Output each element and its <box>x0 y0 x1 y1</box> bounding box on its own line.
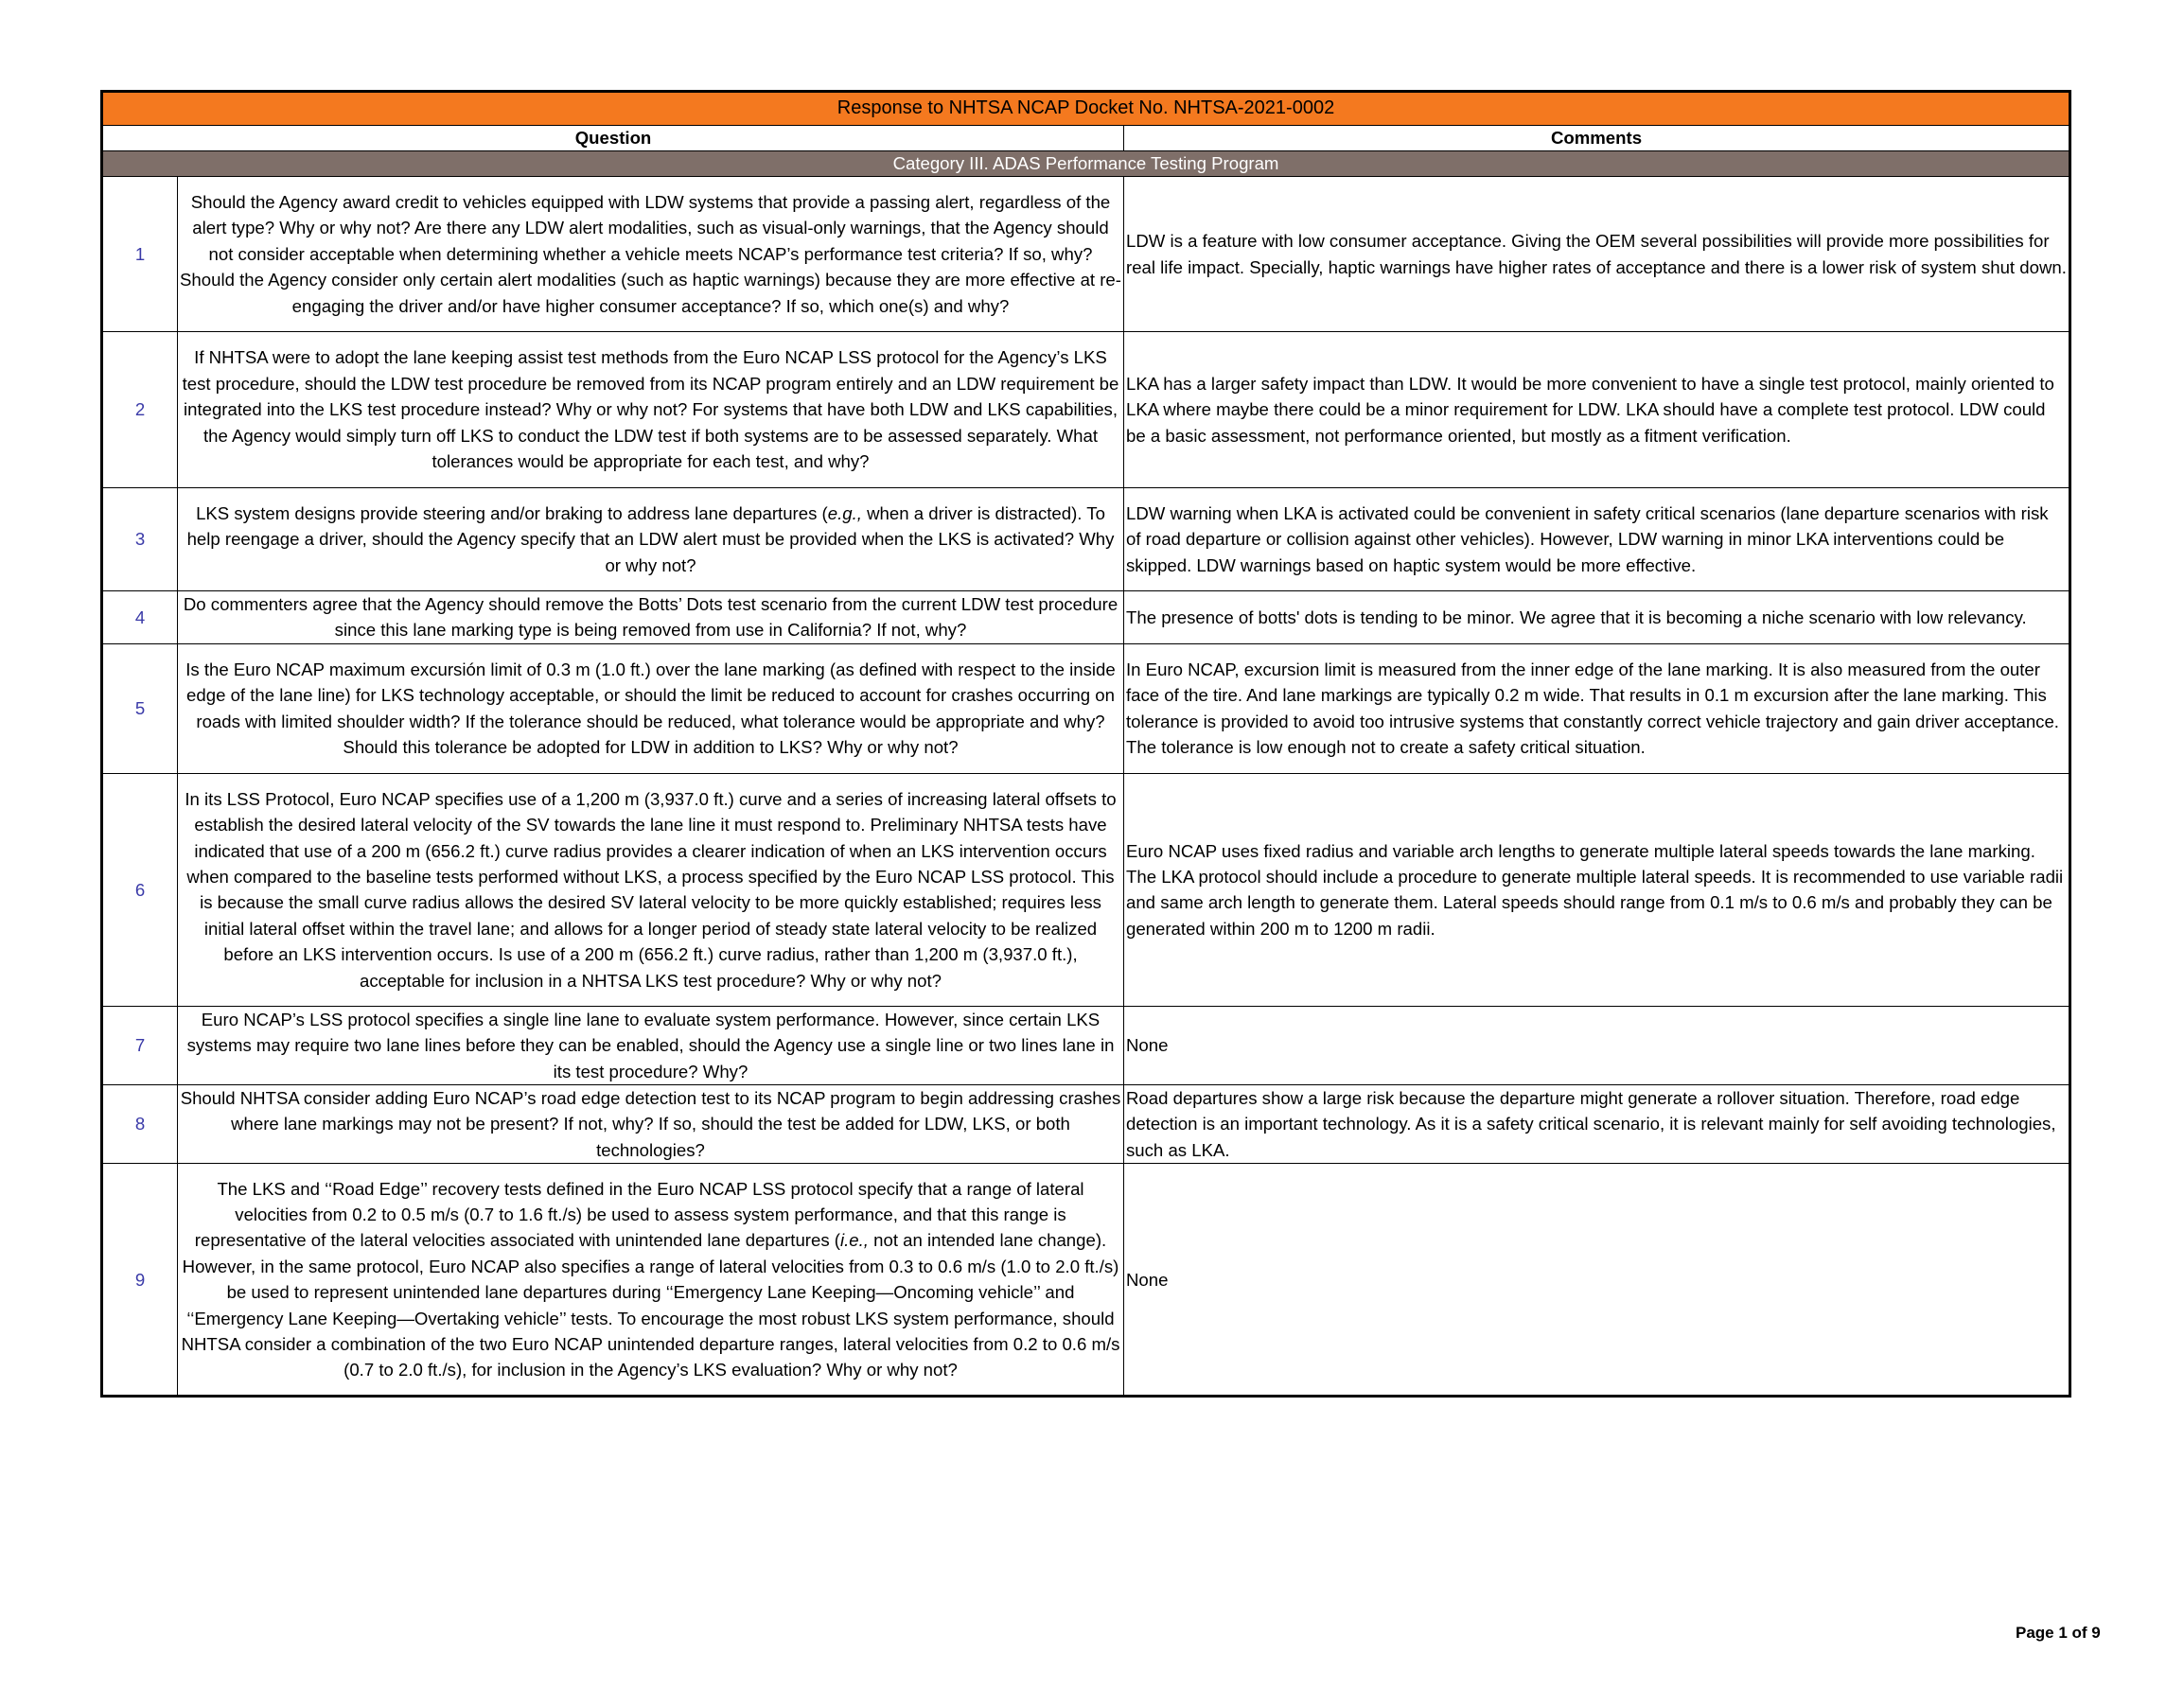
table-row <box>102 643 2070 773</box>
question-cell: Is the Euro NCAP maximum excursión limit of 0.3 m (1.0 ft.) over the lane marking (as defined with respect to the inside edge of the lane line) for LKS technology acceptable, or should the limit be reduced to account for crashes occurring on roads with limited shoulder width? If the tolerance should be reduced, what tolerance would be appropriate and why? Should this tolerance be adopted for LDW in addition to LKS? Why or why not? <box>178 643 1124 773</box>
question-cell: Do commenters agree that the Agency should remove the Botts’ Dots test scenario from the current LDW test procedure since this lane marking type is being removed from use in California? If not, why? <box>178 591 1124 644</box>
row-number: 2 <box>102 332 178 488</box>
question-column-header: Question <box>102 126 1124 151</box>
category-row <box>102 151 2070 177</box>
question-text: when a driver is distracted). To help reengage a driver, should the Agency specify that an LDW alert must be provided when the LKS is activated? Why or why not? <box>186 502 1115 575</box>
row-number: 5 <box>102 643 178 773</box>
question-text: The LKS and ‘‘Road Edge’’ recovery tests defined in the Euro NCAP LSS protocol specify that a range of lateral velocities from 0.2 to 0.5 m/s (0.7 to 1.6 ft./s) be used to assess system performance, and that this range is representative of the lateral velocities associated with unintended lane departures ( <box>194 1178 1084 1251</box>
table-row <box>102 332 2070 488</box>
table-row <box>102 1164 2070 1397</box>
table-row <box>102 488 2070 591</box>
document-title: Response to NHTSA NCAP Docket No. NHTSA-2021-0002 <box>102 92 2070 126</box>
header-row <box>102 126 2070 151</box>
question-cell <box>178 488 1124 591</box>
question-emphasis: e.g., <box>827 502 862 523</box>
row-number: 6 <box>102 773 178 1006</box>
row-number: 9 <box>102 1164 178 1397</box>
table-row <box>102 591 2070 644</box>
row-number: 8 <box>102 1085 178 1164</box>
comment-cell: LDW is a feature with low consumer acceptance. Giving the OEM several possibilities will provide more possibilities for real life impact. Specially, haptic warnings have higher rates of acceptance and there is a lower risk of system shut down. <box>1124 177 2070 332</box>
question-cell: Euro NCAP’s LSS protocol specifies a single line lane to evaluate system performance. However, since certain LKS systems may require two lane lines before they can be enabled, should the Agency use a single line or two lines lane in its test procedure? Why? <box>178 1006 1124 1084</box>
table-row <box>102 1085 2070 1164</box>
comment-cell: None <box>1124 1006 2070 1084</box>
question-cell: If NHTSA were to adopt the lane keeping assist test methods from the Euro NCAP LSS protocol for the Agency’s LKS test procedure, should the LDW test procedure be removed from its NCAP program entirely and an LDW requirement be integrated into the LKS test procedure instead? Why or why not? For systems that have both LDW and LKS capabilities, the Agency would simply turn off LKS to conduct the LDW test if both systems are to be assessed separately. What tolerances would be appropriate for each test, and why? <box>178 332 1124 488</box>
category-heading: Category III. ADAS Performance Testing Program <box>102 151 2070 177</box>
question-cell: Should NHTSA consider adding Euro NCAP’s road edge detection test to its NCAP program to begin addressing crashes where lane markings may not be present? If not, why? If so, should the test be added for LDW, LKS, or both technologies? <box>178 1085 1124 1164</box>
comment-cell: Road departures show a large risk because the departure might generate a rollover situation. Therefore, road edge detection is an important technology. As it is a safety critical scenario, it is relevant mainly for self avoiding technologies, such as LKA. <box>1124 1085 2070 1164</box>
table-row <box>102 1006 2070 1084</box>
question-text: not an intended lane change). However, in the same protocol, Euro NCAP also specifies a range of lateral velocities from 0.3 to 0.6 m/s (1.0 to 2.0 ft./s) be used to represent unintended lane departures during ‘‘Emergency Lane Keeping—Oncoming vehicle’’ and ‘‘Emergency Lane Keeping—Overtaking vehicle’’ tests. To encourage the most robust LKS system performance, should NHTSA consider a combination of the two Euro NCAP unintended departure ranges, lateral velocities from 0.2 to 0.6 m/s (0.7 to 2.0 ft./s), for inclusion in the Agency’s LKS evaluation? Why or why not? <box>181 1230 1120 1380</box>
question-text: LKS system designs provide steering and/or braking to address lane departures ( <box>196 502 828 523</box>
comment-cell: Euro NCAP uses fixed radius and variable arch lengths to generate multiple lateral speeds towards the lane marking. The LKA protocol should include a procedure to generate multiple lateral speeds. It is recommended to use variable radii and same arch length to generate them. Lateral speeds should range from 0.1 m/s to 0.6 m/s and probably they can be generated within 200 m to 1200 m radii. <box>1124 773 2070 1006</box>
comment-cell: None <box>1124 1164 2070 1397</box>
comments-column-header: Comments <box>1124 126 2070 151</box>
row-number: 3 <box>102 488 178 591</box>
response-table <box>100 90 2071 1398</box>
comment-cell: In Euro NCAP, excursion limit is measured from the inner edge of the lane marking. It is also measured from the outer face of the tire. And lane markings are typically 0.2 m wide. That results in 0.1 m excursion after the lane marking. This tolerance is provided to avoid too intrusive systems that constantly correct vehicle trajectory and gain driver acceptance. The tolerance is low enough not to create a safety critical situation. <box>1124 643 2070 773</box>
question-cell <box>178 1164 1124 1397</box>
row-number: 4 <box>102 591 178 644</box>
table-row <box>102 177 2070 332</box>
question-cell: Should the Agency award credit to vehicles equipped with LDW systems that provide a passing alert, regardless of the alert type? Why or why not? Are there any LDW alert modalities, such as visual-only warnings, that the Agency should not consider acceptable when determining whether a vehicle meets NCAP’s performance test criteria? If so, why? Should the Agency consider only certain alert modalities (such as haptic warnings) because they are more effective at re-engaging the driver and/or have higher consumer acceptance? If so, which one(s) and why? <box>178 177 1124 332</box>
comment-cell: The presence of botts' dots is tending to be minor. We agree that it is becoming a niche scenario with low relevancy. <box>1124 591 2070 644</box>
table-row <box>102 773 2070 1006</box>
comment-cell: LDW warning when LKA is activated could be convenient in safety critical scenarios (lane departure scenarios with risk of road departure or collision against other vehicles). However, LDW warning in minor LKA interventions could be skipped. LDW warnings based on haptic system would be more effective. <box>1124 488 2070 591</box>
question-cell: In its LSS Protocol, Euro NCAP specifies use of a 1,200 m (3,937.0 ft.) curve and a series of increasing lateral offsets to establish the desired lateral velocity of the SV towards the lane line it must respond to. Preliminary NHTSA tests have indicated that use of a 200 m (656.2 ft.) curve radius provides a clearer indication of when an LKS intervention occurs when compared to the baseline tests performed without LKS, a process specified by the Euro NCAP LSS protocol. This is because the small curve radius allows the desired SV lateral velocity to be more quickly established; requires less initial lateral offset within the travel lane; and allows for a longer period of steady state lateral velocity to be realized before an LKS intervention occurs. Is use of a 200 m (656.2 ft.) curve radius, rather than 1,200 m (3,937.0 ft.), acceptable for inclusion in a NHTSA LKS test procedure? Why or why not? <box>178 773 1124 1006</box>
title-row <box>102 92 2070 126</box>
page-number: Page 1 of 9 <box>2016 1624 2101 1642</box>
comment-cell: LKA has a larger safety impact than LDW. It would be more convenient to have a single test protocol, mainly oriented to LKA where maybe there could be a minor requirement for LDW. LKA should have a complete test protocol. LDW could be a basic assessment, not performance oriented, but mostly as a fitment verification. <box>1124 332 2070 488</box>
row-number: 1 <box>102 177 178 332</box>
question-emphasis: i.e., <box>839 1230 869 1251</box>
row-number: 7 <box>102 1006 178 1084</box>
